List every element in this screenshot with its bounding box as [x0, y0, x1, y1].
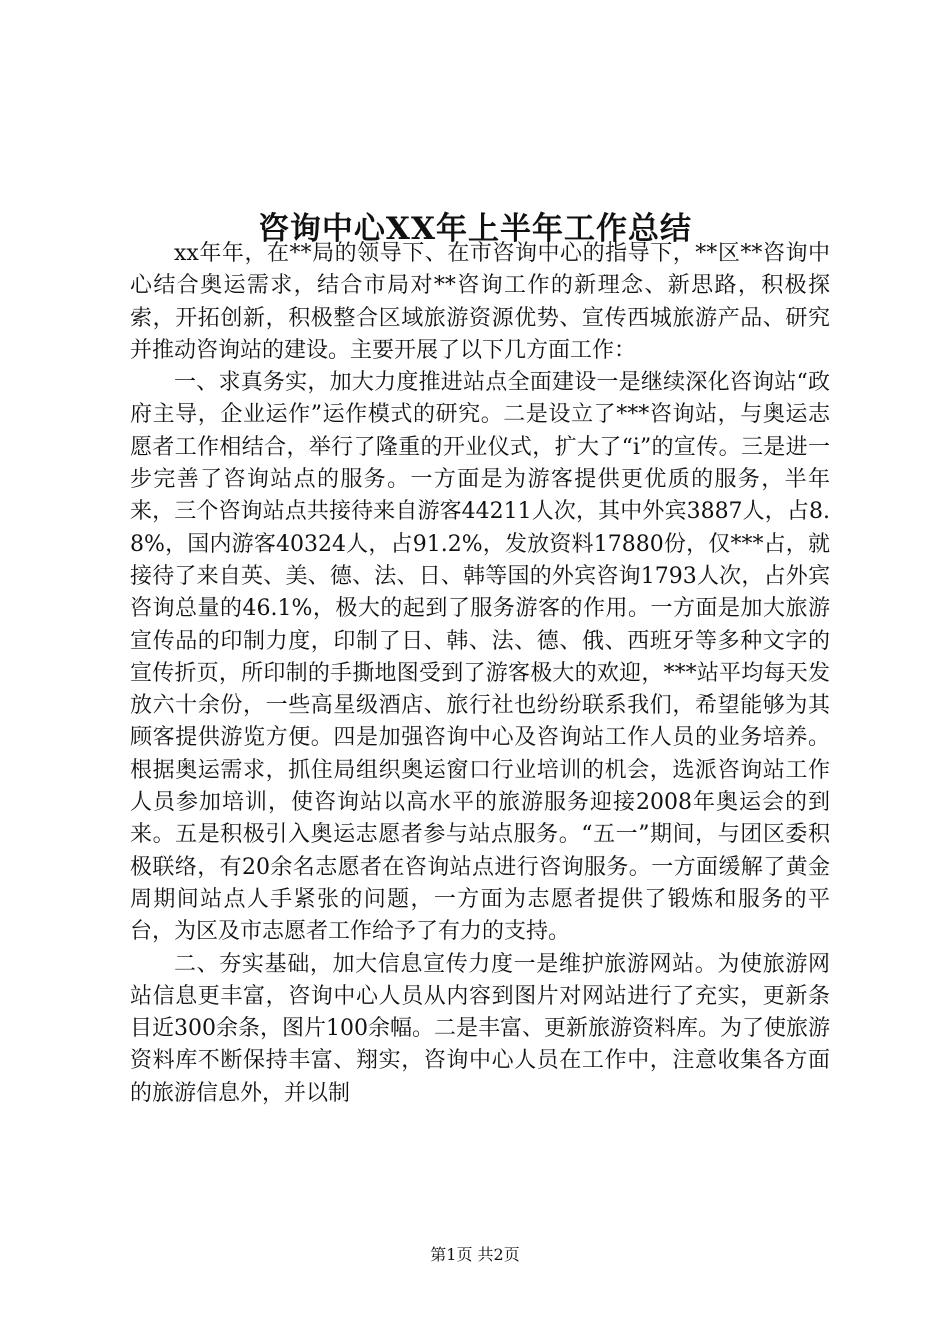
- section-one-paragraph: 一、求真务实，加大力度推进站点全面建设一是继续深化咨询站“政府主导，企业运作”运作模式的研究。二是设立了***咨询站，与奥运志愿者工作相结合，举行了隆重的开业仪式，扩大了“i”的宣传。三是进一步完善了咨询站点的服务。一方面是为游客提供更优质的服务，半年来，三个咨询站点共接待来自游客44211人次，其中外宾3887人，占8.8%，国内游客40324人，占91.2%，发放资料17880份，仅***占，就接待了来自英、美、德、法、日、韩等国的外宾咨询1793人次，占外宾咨询总量的46.1%，极大的起到了服务游客的作用。一方面是加大旅游宣传品的印制力度，印制了日、韩、法、德、俄、西班牙等多种文字的宣传折页，所印制的手撕地图受到了游客极大的欢迎，***站平均每天发放六十余份，一些高星级酒店、旅行社也纷纷联系我们，希望能够为其顾客提供游览方便。四是加强咨询中心及咨询站工作人员的业务培养。根据奥运需求，抓住局组织奥运窗口行业培训的机会，选派咨询站工作人员参加培训，使咨询站以高水平的旅游服务迎接2008年奥运会的到来。五是积极引入奥运志愿者参与站点服务。“五一”期间，与团区委积极联络，有20余名志愿者在咨询站点进行咨询服务。一方面缓解了黄金周期间站点人手紧张的问题，一方面为志愿者提供了锻炼和服务的平台，为区及市志愿者工作给予了有力的支持。: [130, 370, 830, 945]
- document-body: [130, 238, 830, 1110]
- section-two-paragraph: 二、夯实基础，加大信息宣传力度一是维护旅游网站。为使旅游网站信息更丰富，咨询中心人员从内容到图片对网站进行了充实，更新条目近300余条，图片100余幅。二是丰富、更新旅游资料库。为了使旅游资料库不断保持丰富、翔实，咨询中心人员在工作中，注意收集各方面的旅游信息外，并以制: [130, 951, 830, 1106]
- document-title: 咨询中心XX年上半年工作总结: [257, 210, 693, 247]
- page-number-footer: 第1页 共2页: [430, 1245, 520, 1264]
- intro-paragraph: xx年年，在**局的领导下、在市咨询中心的指导下，**区**咨询中心结合奥运需求，结合市局对**咨询工作的新理念、新思路，积极探索，开拓创新，积极整合区域旅游资源优势、宣传西城旅游产品、研究并推动咨询站的建设。主要开展了以下几方面工作：: [130, 241, 830, 363]
